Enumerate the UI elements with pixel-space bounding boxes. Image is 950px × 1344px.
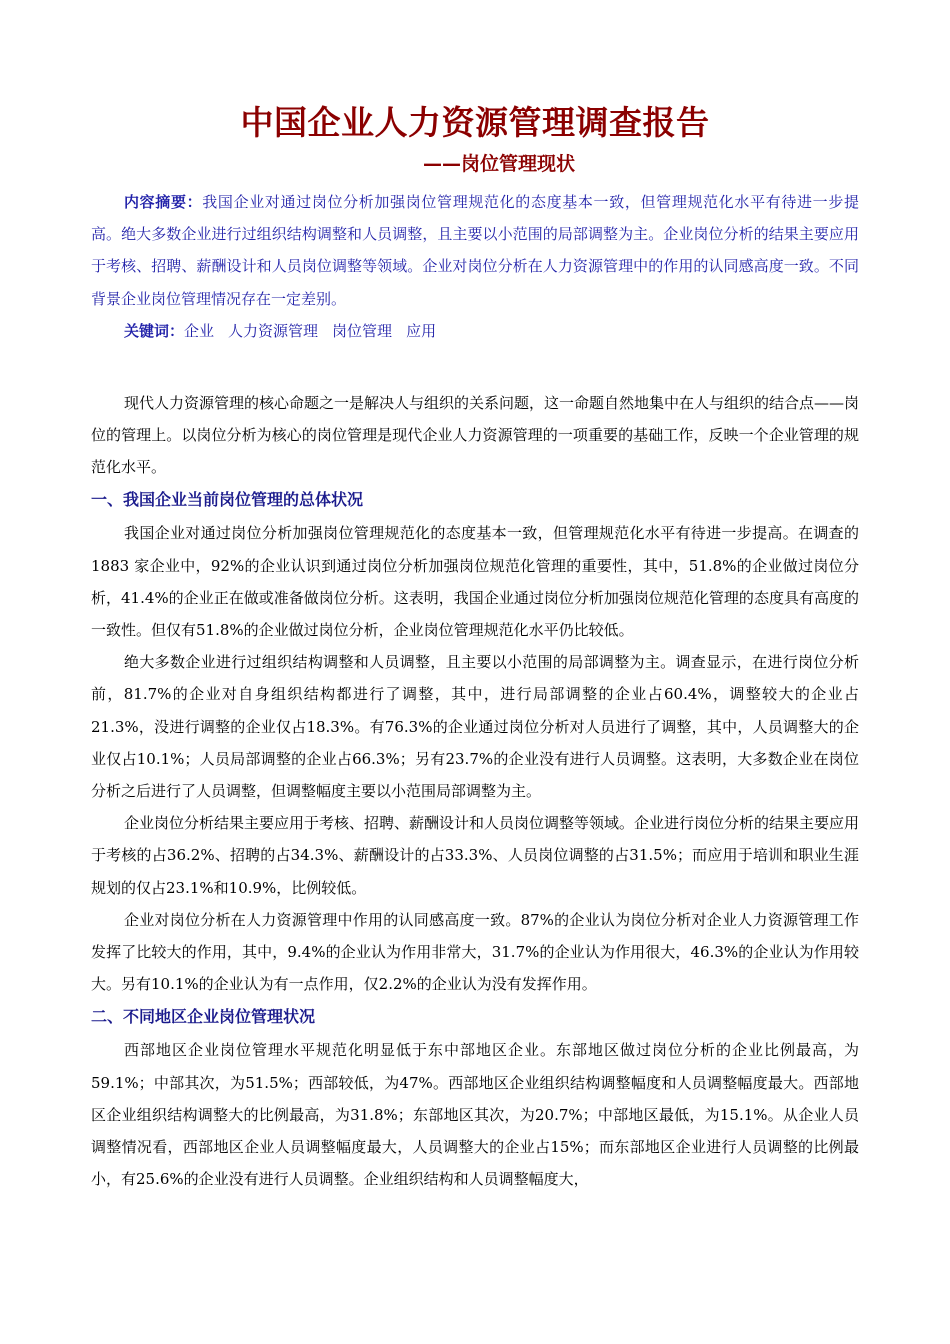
document-page xyxy=(91,100,859,1195)
keywords-label: 关键词： xyxy=(124,321,185,340)
section1-paragraph: 企业对岗位分析在人力资源管理中作用的认同感高度一致。87%的企业认为岗位分析对企业人力资源管理工作发挥了比较大的作用，其中，9.4%的企业认为作用非常大，31.7%的企业认为作用很大，46.3%的企业认为作用较大。另有10.1%的企业认为有一点作用，仅2.2%的企业认为没有发挥作用。 xyxy=(91,910,859,994)
abstract-text: 我国企业对通过岗位分析加强岗位管理规范化的态度基本一致，但管理规范化水平有待进一步提高。绝大多数企业进行过组织结构调整和人员调整，且主要以小范围的局部调整为主。企业岗位分析的结果主要应用于考核、招聘、薪酬设计和人员岗位调整等领域。企业对岗位分析在人力资源管理中的作用的认同感高度一致。不同背景企业岗位管理情况存在一定差别。 xyxy=(91,193,859,308)
section1-paragraph: 企业岗位分析结果主要应用于考核、招聘、薪酬设计和人员岗位调整等领域。企业进行岗位分析的结果主要应用于考核的占36.2%、招聘的占34.3%、薪酬设计的占33.3%、人员岗位调整的占31.5%；而应用于培训和职业生涯规划的仅占23.1%和10.9%，比例较低。 xyxy=(91,814,860,897)
abstract xyxy=(91,186,859,315)
spacer xyxy=(91,347,859,387)
keyword: 企业 xyxy=(184,321,215,340)
document-subtitle: ——岗位管理现状 xyxy=(422,153,575,175)
section1-paragraph: 我国企业对通过岗位分析加强岗位管理规范化的态度基本一致，但管理规范化水平有待进一步提高。在调查的1883 家企业中，92%的企业认识到通过岗位分析加强岗位规范化管理的重要性，其中，51.8%的企业做过岗位分析，41.4%的企业正在做或准备做岗位分析。这表明，我国企业通过岗位分析加强岗位规范化管理的态度具有高度的一致性。但仅有51.8%的企业做过岗位分析，企业岗位管理规范化水平仍比较低。 xyxy=(91,524,859,640)
section-heading-2: 二、不同地区企业岗位管理状况 xyxy=(91,1007,316,1027)
intro-paragraph: 现代人力资源管理的核心命题之一是解决人与组织的关系问题，这一命题自然地集中在人与组织的结合点——岗位的管理上。以岗位分析为核心的岗位管理是现代企业人力资源管理的一项重要的基础工作，反映一个企业管理的规范化水平。 xyxy=(91,393,860,477)
keywords xyxy=(91,315,859,347)
section2-paragraph: 西部地区企业岗位管理水平规范化明显低于东中部地区企业。东部地区做过岗位分析的企业比例最高，为59.1%；中部其次，为51.5%；西部较低，为47%。西部地区企业组织结构调整幅度和人员调整幅度最大。西部地区企业组织结构调整大的比例最高，为31.8%；东部地区其次，为20.7%；中部地区最低，为15.1%。从企业人员调整情况看，西部地区企业人员调整幅度最大，人员调整大的企业占15%；而东部地区企业进行人员调整的比例最小，有25.6%的企业没有进行人员调整。企业组织结构和人员调整幅度大， xyxy=(91,1041,859,1189)
keyword: 应用 xyxy=(406,321,437,340)
section1-paragraph: 绝大多数企业进行过组织结构调整和人员调整，且主要以小范围的局部调整为主。调查显示，在进行岗位分析前，81.7%的企业对自身组织结构都进行了调整，其中，进行局部调整的企业占60.4%，调整较大的企业占21.3%，没进行调整的企业仅占18.3%。有76.3%的企业通过岗位分析对人员进行了调整，其中，人员调整大的企业仅占10.1%；人员局部调整的企业占66.3%；另有23.7%的企业没有进行人员调整。这表明，大多数企业在岗位分析之后进行了人员调整，但调整幅度主要以小范围局部调整为主。 xyxy=(91,653,859,801)
keyword: 人力资源管理 xyxy=(228,321,319,340)
keyword: 岗位管理 xyxy=(332,321,393,340)
section-heading-1: 一、我国企业当前岗位管理的总体状况 xyxy=(91,490,364,510)
abstract-label: 内容摘要： xyxy=(124,193,203,211)
document-title: 中国企业人力资源管理调查报告 xyxy=(240,103,710,142)
